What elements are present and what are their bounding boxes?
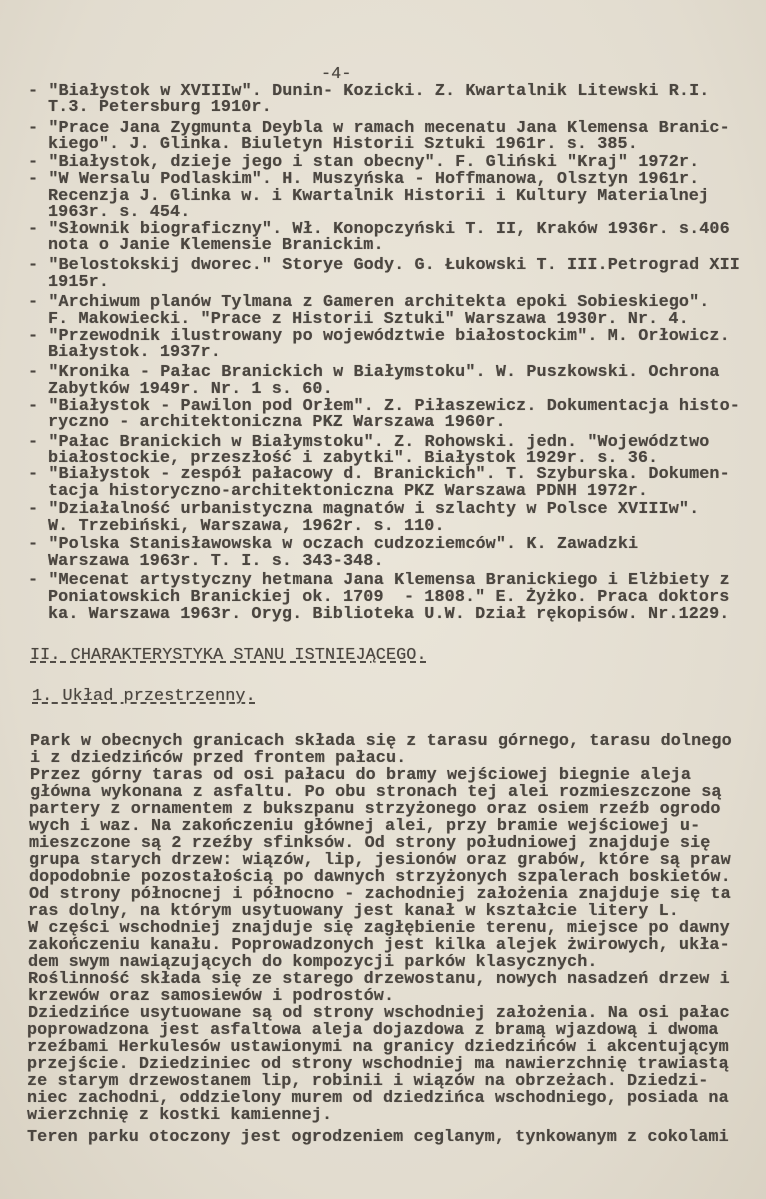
body-line: rzeźbami Herkulesów ustawionymi na granicy dziedzińców i akcentującym [27,1038,729,1057]
bibliography-entry: - "Kronika - Pałac Branickich w Białymstoku". W. Puszkowski. Ochrona [28,363,720,382]
body-line: zakończeniu kanału. Poprowadzonych jest kilka alejek żwirowych, ukła- [28,936,730,955]
body-line: mieszczone są 2 rzeźby sfinksów. Od strony południowej znajduje się [29,834,711,853]
body-line: partery z ornamentem z bukszpanu strzyżonego oraz osiem rzeźb ogrodo [29,800,721,819]
bibliography-entry-continuation: 1915r. [48,273,110,292]
bibliography-entry-continuation: Białystok. 1937r. [48,343,221,362]
bibliography-entry-continuation: ka. Warszawa 1963r. Oryg. Biblioteka U.W. Dział rękopisów. Nr.1229. [48,605,730,624]
bibliography-entry-continuation: Warszawa 1963r. T. I. s. 343-348. [48,552,384,571]
bibliography-entry-continuation: kiego". J. Glinka. Biuletyn Historii Sztuki 1961r. s. 385. [48,135,638,154]
body-line: Przez górny taras od osi pałacu do bramy wejściowej biegnie aleja [30,766,692,785]
body-line: niec zachodni, oddzielony murem od dziedzińca wschodniego, posiada na [27,1089,729,1108]
body-line: W części wschodniej znajduje się zagłębienie terenu, miejsce po dawny [28,919,730,938]
body-line: Dziedzińce usytuowane są od strony wschodniej założenia. Na osi pałac [28,1004,730,1023]
section-heading: II. CHARAKTERYSTYKA STANU ISTNIEJĄCEGO. [30,646,427,665]
body-line: główna wykonana z asfaltu. Po obu stronach tej alei rozmieszczone są [30,783,722,802]
bibliography-entry-continuation: 1963r. s. 454. [48,203,191,222]
body-line: ze starym drzewostanem lip, robinii i wiązów na obrzeżach. Dziedzi- [27,1072,709,1091]
bibliography-entry-continuation: ryczno - architektoniczna PKZ Warszawa 1960r. [48,413,506,432]
bibliography-entry: - "Przewodnik ilustrowany po województwie białostockim". M. Orłowicz. [28,327,730,346]
bibliography-entry: - "W Wersalu Podlaskim". H. Muszyńska - Hoffmanowa, Olsztyn 1961r. [28,170,700,189]
bibliography-entry-continuation: W. Trzebiński, Warszawa, 1962r. s. 110. [48,517,445,536]
subsection-heading: 1. Układ przestrzenny. [32,687,256,706]
bibliography-entry-continuation: nota o Janie Klemensie Branickim. [48,236,384,255]
bibliography-entry: - "Polska Stanisławowska w oczach cudzoziemców". K. Zawadzki [28,535,639,554]
bibliography-entry-continuation: Zabytków 1949r. Nr. 1 s. 60. [48,380,333,399]
bibliography-entry-continuation: Recenzja J. Glinka w. i Kwartalnik Historii i Kultury Materialnej [48,187,710,206]
bibliography-entry: - "Belostokskij dworec." Storye Gody. G. Łukowski T. III.Petrograd XII [28,256,740,275]
bibliography-entry-continuation: F. Makowiecki. "Prace z Historii Sztuki" Warszawa 1930r. Nr. 4. [48,310,689,329]
body-line: poprowadzona jest asfaltowa aleja dojazdowa z bramą wjazdową i dwoma [27,1021,719,1040]
bibliography-entry: - "Archiwum planów Tylmana z Gameren architekta epoki Sobieskiego". [28,293,710,312]
bibliography-entry-continuation: tacja historyczno-architektoniczna PKZ Warszawa PDNH 1972r. [48,482,649,501]
body-line: grupa starych drzew: wiązów, lip, jesionów oraz grabów, które są praw [29,851,731,870]
bibliography-entry: - "Białystok - Pawilon pod Orłem". Z. Piłaszewicz. Dokumentacja histo- [28,397,740,416]
bibliography-entry: - "Działalność urbanistyczna magnatów i szlachty w Polsce XVIIIw". [28,500,700,519]
body-line: Od strony północnej i północno - zachodniej założenia znajduje się ta [29,885,731,904]
body-line: wych i waz. Na zakończeniu głównej alei, przy bramie wejściowej u- [29,817,701,836]
bibliography-entry-continuation: białostockie, przeszłość i zabytki". Białystok 1929r. s. 36. [48,449,659,468]
bibliography-entry: - "Białystok - zespół pałacowy d. Branickich". T. Szyburska. Dokumen- [28,465,730,484]
body-line: krzewów oraz samosiewów i podrostów. [28,987,395,1006]
body-line: dem swym nawiązujących do kompozycji parków klasycznych. [28,953,598,972]
body-line: Teren parku otoczony jest ogrodzeniem ceglanym, tynkowanym z cokolami [27,1128,729,1147]
body-line: przejście. Dziedziniec od strony wschodniej ma nawierzchnię trawiastą [27,1055,729,1074]
bibliography-entry: - "Prace Jana Zygmunta Deybla w ramach mecenatu Jana Klemensa Branic- [28,119,730,138]
bibliography-entry: - "Białystok, dzieje jego i stan obecny". F. Gliński "Kraj" 1972r. [28,153,700,172]
bibliography-entry: - "Białystok w XVIIIw". Dunin- Kozicki. Z. Kwartalnik Litewski R.I. [28,82,710,101]
body-line: dopodobnie pozostałością po dawnych strzyżonych szpalerach boskietów. [29,868,731,887]
body-line: i z dziedzińców przed frontem pałacu. [30,749,407,768]
bibliography-entry: - "Słownik biograficzny". Wł. Konopczyński T. II, Kraków 1936r. s.406 [28,220,730,239]
bibliography-entry: - "Mecenat artystyczny hetmana Jana Klemensa Branickiego i Elżbiety z [28,571,730,590]
bibliography-entry-continuation: T.3. Petersburg 1910r. [48,98,272,117]
bibliography-entry-continuation: Poniatowskich Branickiej ok. 1709 - 1808." E. Żyżko. Praca doktors [48,588,730,607]
page-number: -4- [321,65,352,84]
body-line: Roślinność składa się ze starego drzewostanu, nowych nasadzeń drzew i [28,970,730,989]
bibliography-entry: - "Pałac Branickich w Białymstoku". Z. Rohowski. jedn. "Województwo [28,433,710,452]
body-line: wierzchnię z kostki kamiennej. [27,1106,333,1125]
body-line: ras dolny, na którym usytuowany jest kanał w kształcie litery L. [28,902,679,921]
body-line: Park w obecnych granicach składa się z tarasu górnego, tarasu dolnego [30,732,732,751]
